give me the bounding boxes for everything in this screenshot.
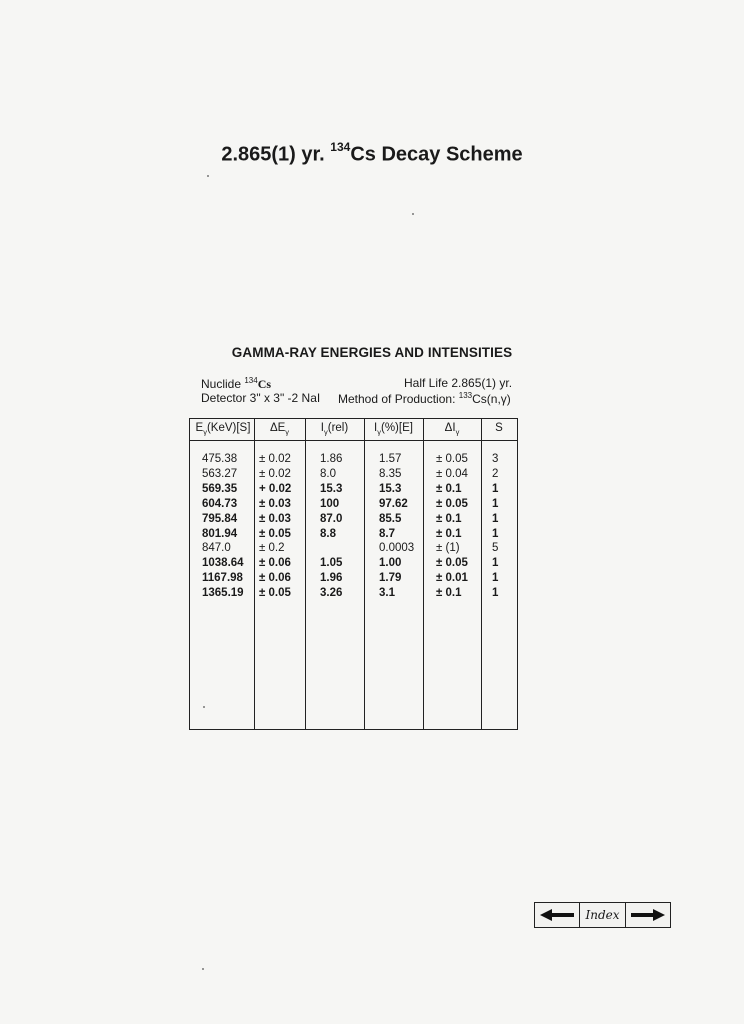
table-cell-e: 569.35 [202,482,238,495]
section-heading: GAMMA-RAY ENERGIES AND INTENSITIES [231,345,513,360]
header-intensity-pct: $I_\gamma(\%)[E]$ [374,422,413,437]
header-energy: $E_\gamma(KeV)[S]$ [195,422,251,437]
table-cell-di: ± 0.1 [436,527,462,540]
table-cell-de: ± 0.03 [259,497,291,510]
nuclide-line [201,376,271,392]
table-cell-irel: 1.96 [320,572,343,585]
table-cell-e: 563.27 [202,467,238,480]
table-cell-di: ± (1) [436,542,460,555]
title-prefix: 2.865(1) yr. [221,143,331,166]
table-cell-irel: 100 [320,497,340,510]
column-divider [423,419,424,729]
table-cell-di: ± 0.1 [436,512,462,525]
table-cell-ipct: 85.5 [379,512,402,525]
table-cell-ipct: 8.35 [379,467,402,480]
table-cell-de: + 0.02 [259,482,292,495]
table-cell-ipct: 3.1 [379,587,395,600]
method-mass: 133 [458,391,473,400]
table-cell-ipct: 1.00 [379,557,402,570]
table-cell-de: ± 0.06 [259,557,291,570]
method-reaction: Cs(n,γ) [472,392,511,406]
table-cell-ipct: 0.0003 [379,542,415,555]
table-cell-di: ± 0.05 [436,453,468,465]
table-cell-irel: 87.0 [320,512,343,525]
table-cell-e: 1167.98 [202,572,243,585]
table-cell-irel: 15.3 [320,482,343,495]
table-cell-e: 847.0 [202,542,231,555]
column-intensity-rel [320,452,342,601]
half-life: Half Life 2.865(1) yr. [404,376,513,390]
column-s [492,452,498,601]
table-cell-ipct: 8.7 [379,527,395,540]
table-cell-s: 2 [492,467,499,480]
left-arrow-icon [540,909,574,921]
column-divider [305,419,306,729]
table-cell-irel: 8.8 [320,527,336,540]
column-delta-energy [259,452,291,601]
table-cell-s: 1 [492,572,499,585]
column-divider [254,419,255,729]
nuclide-symbol: Cs [257,377,272,391]
table-cell-s: 1 [492,587,499,600]
table-cell-s: 1 [492,497,499,510]
table-cell-de: ± 0.03 [259,512,291,525]
table-cell-s: 1 [492,557,499,570]
table-cell-de: ± 0.06 [259,572,291,585]
table-cell-di: ± 0.1 [436,587,462,600]
table-cell-s: 5 [492,542,499,555]
table-cell-e: 1365.19 [202,587,244,600]
gamma-ray-table [189,418,518,730]
column-delta-intensity [436,452,468,601]
header-delta-intensity: $\Delta I_\gamma$ [444,422,460,437]
table-cell-de: ± 0.02 [259,467,291,480]
previous-button[interactable] [535,903,579,927]
header-delta-energy: $\Delta E_\gamma$ [269,422,290,437]
page-title [0,142,744,167]
table-cell-s: 1 [492,512,499,525]
table-cell-e: 604.73 [202,497,238,510]
table-cell-irel: 3.26 [320,587,343,600]
scan-speck [203,706,205,708]
scan-speck [202,968,204,970]
table-cell-e: 475.38 [202,453,238,465]
table-cell-e: 1038.64 [202,557,244,570]
table-cell-e: 801.94 [202,527,238,540]
scan-speck [207,175,209,177]
column-divider [481,419,482,729]
column-divider [364,419,365,729]
scan-speck [412,213,414,215]
table-cell-s: 3 [492,453,499,465]
table-cell-ipct: 15.3 [379,482,402,495]
table-cell-di: ± 0.01 [436,572,468,585]
table-cell-de: ± 0.05 [259,587,291,600]
table-cell-irel: 1.05 [320,557,343,570]
header-intensity-rel: $I_\gamma(rel)$ [320,422,349,437]
title-mass-number: 134 [330,140,351,154]
method-label: Method of Production: [338,392,459,406]
table-cell-di: ± 0.1 [436,482,462,495]
table-cell-di: ± 0.04 [436,467,468,480]
title-suffix: Cs Decay Scheme [350,143,523,166]
table-cell-de: ± 0.02 [259,453,291,465]
right-arrow-icon [631,909,665,921]
nuclide-mass: 134 [244,376,258,385]
detector-info: Detector 3" x 3" -2 NaI [201,391,321,405]
table-cell-de: ± 0.2 [259,542,285,555]
index-button[interactable]: Index [579,903,625,927]
table-cell-s: 1 [492,527,499,540]
table-cell-irel [320,541,342,556]
column-energy [202,452,244,601]
table-cell-di: ± 0.05 [436,497,468,510]
table-cell-s: 1 [492,482,499,495]
table-cell-ipct: 1.57 [379,453,402,465]
table-cell-ipct: 1.79 [379,572,402,585]
navigation-bar [534,902,671,928]
nuclide-label: Nuclide [201,377,245,391]
table-cell-irel: 1.86 [320,453,343,465]
table-cell-di: ± 0.05 [436,557,468,570]
table-cell-e: 795.84 [202,512,238,525]
next-button[interactable] [625,903,669,927]
production-method [338,391,511,406]
header-s: S [495,422,503,434]
column-intensity-pct [379,452,414,601]
table-cell-ipct: 97.62 [379,497,408,510]
table-cell-de: ± 0.05 [259,527,291,540]
table-cell-irel: 8.0 [320,467,336,480]
